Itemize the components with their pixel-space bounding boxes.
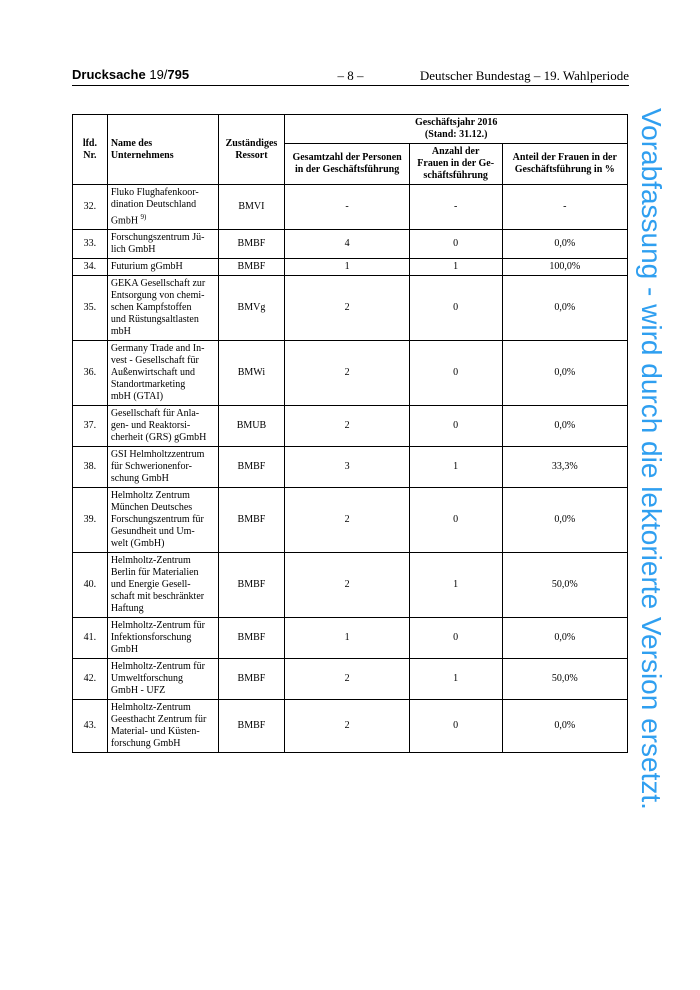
company-name [107,259,218,276]
company-name-text: GSI Helmholtzzentrum für Schwerionenfor- schung GmbH [110,449,205,485]
col-header-gesamt: Gesamtzahl der Personen in der Geschäftsführung [285,144,409,185]
women-count: 0 [409,341,502,406]
total-persons: 2 [285,659,409,700]
document-label: Drucksache [72,67,146,82]
ressort: BMBF [218,447,285,488]
women-share: 50,0% [502,553,627,618]
ressort: BMBF [218,553,285,618]
women-share: 0,0% [502,700,627,753]
company-name [107,618,218,659]
row-number: 32. [73,185,108,230]
company-name-text: Helmholtz-Zentrum Berlin für Materialien und Energie Gesell- schaft mit beschränkter Haftung [110,555,205,615]
total-persons: 2 [285,341,409,406]
company-name-text: Helmholtz-Zentrum Geesthacht Zentrum für Material- und Küsten- forschung GmbH [110,702,207,750]
table-row [73,185,628,230]
col-header-lfd: lfd. Nr. [73,115,108,185]
parliament-label: Deutscher Bundestag – 19. Wahlperiode [419,68,629,83]
col-header-name: Name des Unternehmens [107,115,218,185]
table-row [73,700,628,753]
row-number: 41. [73,618,108,659]
company-name-text: Futurium gGmbH [110,261,183,273]
women-share: 0,0% [502,406,627,447]
ressort: BMWi [218,341,285,406]
row-number: 36. [73,341,108,406]
women-share: - [502,185,627,230]
women-count: 1 [409,447,502,488]
company-name [107,185,218,230]
women-count: 0 [409,700,502,753]
ressort: BMVI [218,185,285,230]
company-name-text: Helmholtz Zentrum München Deutsches Forschungszentrum für Gesundheit und Um- welt (GmbH) [110,490,204,550]
company-name [107,700,218,753]
company-name [107,488,218,553]
total-persons: - [285,185,409,230]
document-number-plain: 19/ [149,67,168,82]
col-header-group: Geschäftsjahr 2016 (Stand: 31.12.) [285,115,628,144]
col-header-anzahl: Anzahl der Frauen in der Ge- schäftsführung [409,144,502,185]
company-name-text: Germany Trade and In- vest - Gesellschaft für Außenwirtschaft und Standortmarketing mbH (GTAI) [110,343,205,403]
women-count: 0 [409,406,502,447]
women-count: 1 [409,259,502,276]
table-row [73,553,628,618]
header-row-1 [73,115,628,144]
total-persons: 4 [285,230,409,259]
ressort: BMBF [218,618,285,659]
ressort: BMBF [218,700,285,753]
company-name-text: Helmholtz-Zentrum für Infektionsforschung GmbH [110,620,205,656]
row-number: 40. [73,553,108,618]
total-persons: 1 [285,618,409,659]
company-name-text: Gesellschaft für Anla- gen- und Reaktorsi- cherheit (GRS) gGmbH [110,408,207,444]
ressort: BMBF [218,230,285,259]
women-count: 0 [409,488,502,553]
row-number: 42. [73,659,108,700]
table-row [73,259,628,276]
row-number: 35. [73,276,108,341]
col-header-ressort: Zuständiges Ressort [218,115,285,185]
women-share: 100,0% [502,259,627,276]
company-name [107,553,218,618]
table-row [73,230,628,259]
draft-watermark: Vorabfassung - wird durch die lektorierte Version ersetzt. [636,108,667,810]
row-number: 39. [73,488,108,553]
ressort: BMBF [218,659,285,700]
table-row [73,406,628,447]
women-count: 1 [409,659,502,700]
company-name [107,276,218,341]
table-row [73,276,628,341]
company-name-text: Forschungszentrum Jü- lich GmbH [110,232,205,256]
total-persons: 3 [285,447,409,488]
ressort: BMUB [218,406,285,447]
row-number: 37. [73,406,108,447]
footnote-marker: 9) [140,213,147,221]
women-count: 1 [409,553,502,618]
table-row [73,341,628,406]
company-name [107,659,218,700]
women-count: 0 [409,230,502,259]
company-name [107,406,218,447]
page-header [72,67,629,86]
women-count: 0 [409,276,502,341]
women-share: 0,0% [502,618,627,659]
table-row [73,488,628,553]
women-share: 0,0% [502,276,627,341]
women-share: 0,0% [502,488,627,553]
total-persons: 2 [285,700,409,753]
women-count: - [409,185,502,230]
row-number: 38. [73,447,108,488]
company-name-text: Helmholtz-Zentrum für Umweltforschung GmbH - UFZ [110,661,205,697]
ressort: BMVg [218,276,285,341]
women-share: 0,0% [502,341,627,406]
company-name [107,341,218,406]
company-name [107,447,218,488]
document-number-bold: 795 [167,67,190,82]
company-name [107,230,218,259]
company-name-text: Fluko Flughafenkoor- dination Deutschland GmbH [110,187,199,227]
row-number: 34. [73,259,108,276]
row-number: 33. [73,230,108,259]
table-row [73,618,628,659]
ressort: BMBF [218,488,285,553]
women-share: 50,0% [502,659,627,700]
total-persons: 2 [285,276,409,341]
ressort: BMBF [218,259,285,276]
women-count: 0 [409,618,502,659]
total-persons: 1 [285,259,409,276]
total-persons: 2 [285,406,409,447]
table-row [73,659,628,700]
table-row [73,447,628,488]
women-share: 33,3% [502,447,627,488]
page-number: – 8 – [337,68,364,83]
table-body [73,185,628,753]
total-persons: 2 [285,488,409,553]
companies-table [72,114,628,753]
col-header-anteil: Anteil der Frauen in der Geschäftsführung in % [502,144,627,185]
company-name-text: GEKA Gesellschaft zur Entsorgung von chemi- schen Kampfstoffen und Rüstungsaltlasten mbH [110,278,206,338]
total-persons: 2 [285,553,409,618]
women-share: 0,0% [502,230,627,259]
row-number: 43. [73,700,108,753]
